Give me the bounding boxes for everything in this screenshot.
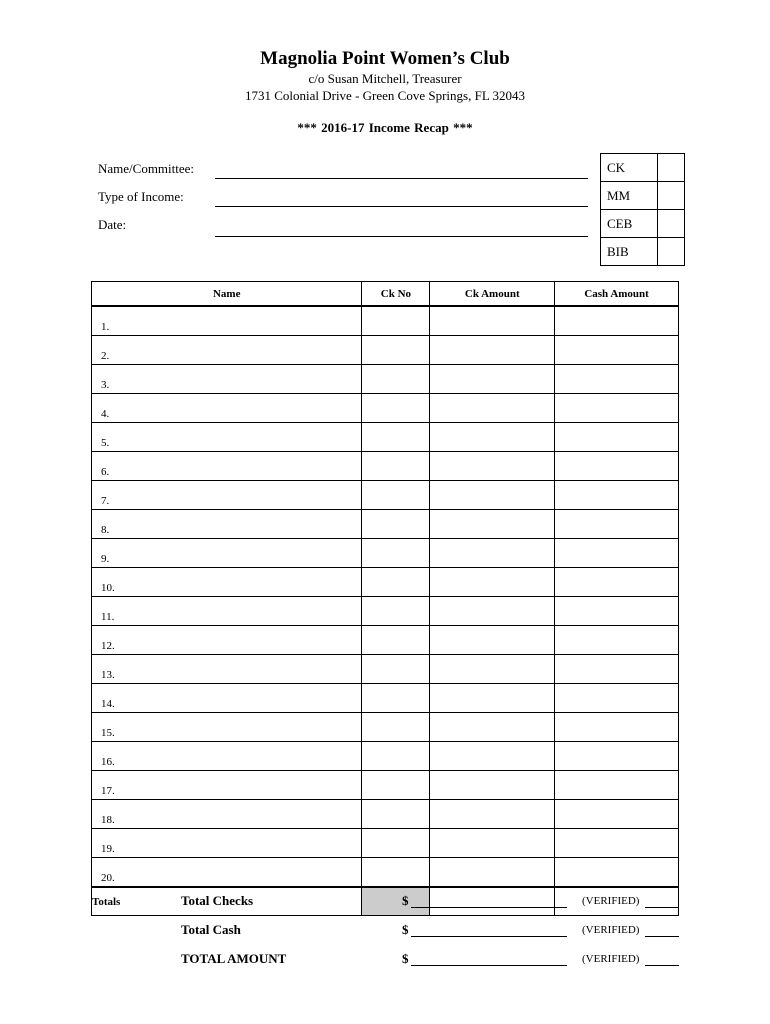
amount-field[interactable]: [411, 965, 567, 966]
verified-initials-field[interactable]: [645, 965, 679, 966]
table-row: [92, 800, 679, 829]
ck-no-cell[interactable]: [362, 597, 430, 626]
ck-amount-cell[interactable]: [430, 742, 555, 771]
ck-no-cell[interactable]: [362, 858, 430, 888]
table-row: [92, 306, 679, 336]
name-cell[interactable]: 12.: [92, 626, 362, 655]
cash-amount-cell[interactable]: [555, 394, 679, 423]
verified-label: (VERIFIED): [582, 895, 640, 907]
verified-initials-field[interactable]: [645, 936, 679, 937]
verified-initials-field[interactable]: [645, 907, 679, 908]
table-row: [92, 742, 679, 771]
ck-amount-cell[interactable]: [430, 800, 555, 829]
ck-no-cell[interactable]: [362, 510, 430, 539]
cash-amount-cell[interactable]: [555, 423, 679, 452]
table-row: [92, 423, 679, 452]
ck-no-cell[interactable]: [362, 742, 430, 771]
name-cell[interactable]: 4.: [92, 394, 362, 423]
ck-amount-cell[interactable]: [430, 306, 555, 336]
summary-row: [0, 951, 770, 969]
amount-field[interactable]: [411, 936, 567, 937]
page-title: Magnolia Point Women’s Club: [260, 48, 510, 69]
ck-amount-cell[interactable]: [430, 336, 555, 365]
cash-amount-cell[interactable]: [555, 452, 679, 481]
table-row: [92, 510, 679, 539]
ck-amount-cell[interactable]: [430, 568, 555, 597]
verified-label: (VERIFIED): [582, 953, 640, 965]
address-line-1: c/o Susan Mitchell, Treasurer: [308, 71, 462, 86]
table-row: [92, 568, 679, 597]
table-header-row: [92, 282, 679, 307]
table-row: [92, 713, 679, 742]
account-row: [601, 238, 685, 266]
cash-amount-cell[interactable]: [555, 684, 679, 713]
account-checkbox-ceb[interactable]: [658, 210, 685, 238]
table-row: [92, 452, 679, 481]
name-cell[interactable]: 20.: [92, 858, 362, 888]
ck-no-cell[interactable]: [362, 539, 430, 568]
cash-amount-cell[interactable]: [555, 539, 679, 568]
cash-amount-cell[interactable]: [555, 568, 679, 597]
name-cell[interactable]: 9.: [92, 539, 362, 568]
table-row: [92, 858, 679, 888]
account-row: [601, 154, 685, 182]
ck-amount-cell[interactable]: [430, 539, 555, 568]
summary-row: [0, 893, 770, 911]
name-cell[interactable]: 1.: [92, 306, 362, 336]
ck-amount-cell[interactable]: [430, 423, 555, 452]
column-header-ck-amount: Ck Amount: [430, 282, 555, 307]
ck-no-cell[interactable]: [362, 626, 430, 655]
cash-amount-cell[interactable]: [555, 858, 679, 888]
account-label-mm: MM: [601, 182, 658, 210]
name-cell[interactable]: 17.: [92, 771, 362, 800]
name-cell[interactable]: 10.: [92, 568, 362, 597]
cash-amount-cell[interactable]: [555, 713, 679, 742]
cash-amount-cell[interactable]: [555, 597, 679, 626]
cash-amount-cell[interactable]: [555, 829, 679, 858]
table-row: [92, 626, 679, 655]
column-header-cash-amount: Cash Amount: [555, 282, 679, 307]
account-label-ck: CK: [601, 154, 658, 182]
verified-label: (VERIFIED): [582, 924, 640, 936]
dollar-sign: $: [402, 951, 409, 966]
ck-no-cell[interactable]: [362, 452, 430, 481]
ck-amount-cell[interactable]: [430, 365, 555, 394]
ck-no-cell[interactable]: [362, 771, 430, 800]
name-cell[interactable]: 19.: [92, 829, 362, 858]
ck-no-cell[interactable]: [362, 336, 430, 365]
address-line-2: 1731 Colonial Drive - Green Cove Springs, FL 32043: [244, 88, 526, 103]
dollar-sign: $: [402, 922, 409, 937]
date-field[interactable]: [215, 236, 588, 237]
ck-amount-cell[interactable]: [430, 713, 555, 742]
ck-amount-cell[interactable]: [430, 655, 555, 684]
cash-amount-cell[interactable]: [555, 742, 679, 771]
account-row: [601, 182, 685, 210]
ck-amount-cell[interactable]: [430, 626, 555, 655]
ck-no-cell[interactable]: [362, 800, 430, 829]
ck-amount-cell[interactable]: [430, 394, 555, 423]
cash-amount-cell[interactable]: [555, 510, 679, 539]
table-row: [92, 394, 679, 423]
summary-label: Total Checks: [181, 893, 254, 908]
name-committee-field[interactable]: [215, 178, 588, 179]
cash-amount-cell[interactable]: [555, 771, 679, 800]
cash-amount-cell[interactable]: [555, 800, 679, 829]
summary-row: [0, 922, 770, 940]
cash-amount-cell[interactable]: [555, 306, 679, 336]
name-cell[interactable]: 5.: [92, 423, 362, 452]
name-cell[interactable]: 3.: [92, 365, 362, 394]
table-row: [92, 365, 679, 394]
name-cell[interactable]: 6.: [92, 452, 362, 481]
cash-amount-cell[interactable]: [555, 481, 679, 510]
summary-label: TOTAL AMOUNT: [181, 951, 287, 966]
income-table: [91, 281, 679, 916]
name-cell[interactable]: 8.: [92, 510, 362, 539]
name-cell[interactable]: 15.: [92, 713, 362, 742]
account-checkbox-table: [600, 153, 685, 266]
recap-heading: *** 2016-17 Income Recap ***: [297, 120, 473, 135]
table-row: [92, 655, 679, 684]
ck-amount-cell[interactable]: [430, 481, 555, 510]
account-label-ceb: CEB: [601, 210, 658, 238]
table-row: [92, 481, 679, 510]
account-checkbox-ck[interactable]: [658, 154, 685, 182]
cash-amount-cell[interactable]: [555, 365, 679, 394]
ck-no-cell[interactable]: [362, 568, 430, 597]
name-cell[interactable]: 2.: [92, 336, 362, 365]
ck-amount-cell[interactable]: [430, 452, 555, 481]
table-row: [92, 539, 679, 568]
name-cell[interactable]: 13.: [92, 655, 362, 684]
ck-no-cell[interactable]: [362, 365, 430, 394]
summary-label: Total Cash: [181, 922, 241, 937]
cash-amount-cell[interactable]: [555, 336, 679, 365]
ck-no-cell[interactable]: [362, 829, 430, 858]
ck-no-cell[interactable]: [362, 306, 430, 336]
table-row: [92, 597, 679, 626]
name-committee-label: Name/Committee:: [98, 161, 195, 176]
account-checkbox-mm[interactable]: [658, 182, 685, 210]
ck-amount-cell[interactable]: [430, 510, 555, 539]
ck-amount-cell[interactable]: [430, 684, 555, 713]
cash-amount-cell[interactable]: [555, 626, 679, 655]
type-of-income-field[interactable]: [215, 206, 588, 207]
cash-amount-cell[interactable]: [555, 655, 679, 684]
amount-field[interactable]: [411, 907, 567, 908]
name-cell[interactable]: 16.: [92, 742, 362, 771]
ck-no-cell[interactable]: [362, 655, 430, 684]
ck-no-cell[interactable]: [362, 423, 430, 452]
column-header-ck-no: Ck No: [362, 282, 430, 307]
table-row: [92, 771, 679, 800]
dollar-sign: $: [402, 893, 409, 908]
ck-amount-cell[interactable]: [430, 771, 555, 800]
ck-no-cell[interactable]: [362, 713, 430, 742]
name-cell[interactable]: 11.: [92, 597, 362, 626]
name-cell[interactable]: 7.: [92, 481, 362, 510]
ck-no-cell[interactable]: [362, 481, 430, 510]
column-header-name: Name: [92, 282, 362, 307]
ck-amount-cell[interactable]: [430, 858, 555, 888]
name-cell[interactable]: 18.: [92, 800, 362, 829]
account-row: [601, 210, 685, 238]
account-label-bib: BIB: [601, 238, 658, 266]
table-row: [92, 829, 679, 858]
ck-amount-cell[interactable]: [430, 829, 555, 858]
table-row: [92, 336, 679, 365]
ck-no-cell[interactable]: [362, 394, 430, 423]
totals-label: Totals: [92, 887, 362, 916]
table-row: [92, 684, 679, 713]
ck-no-cell[interactable]: [362, 684, 430, 713]
account-checkbox-bib[interactable]: [658, 238, 685, 266]
date-label: Date:: [98, 217, 127, 232]
name-cell[interactable]: 14.: [92, 684, 362, 713]
ck-amount-cell[interactable]: [430, 597, 555, 626]
type-of-income-label: Type of Income:: [98, 189, 184, 204]
